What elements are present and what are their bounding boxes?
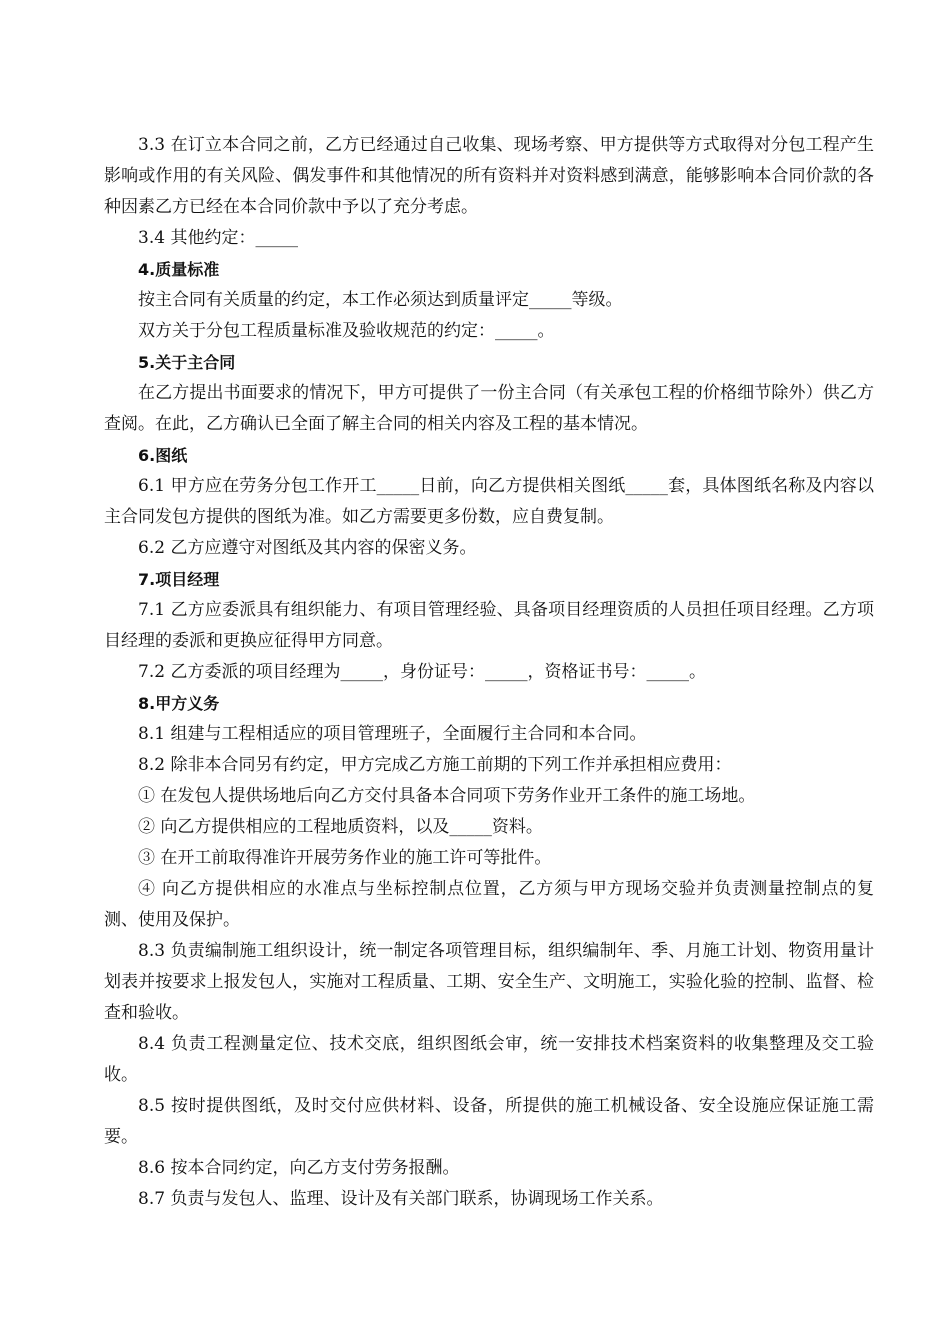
clause-8-1: 8.1 组建与工程相适应的项目管理班子，全面履行主合同和本合同。	[138, 724, 647, 744]
heading-quality: 4.质量标准	[138, 260, 220, 279]
clause-8-6: 8.6 按本合同约定，向乙方支付劳务报酬。	[138, 1158, 460, 1178]
clause-7-2: 7.2 乙方委派的项目经理为_____，身份证号：_____，资格证书号：_____。	[138, 662, 706, 682]
heading-main-contract: 5.关于主合同	[138, 353, 236, 372]
clause-3-3: 3.3 在订立本合同之前，乙方已经通过自己收集、现场考察、甲方提供等方式取得对分包工程产生影响或作用的有关风险、偶发事件和其他情况的所有资料并对资料感到满意，能够影响本合同价款的各种因素乙方已经在本合同价款中予以了充分考虑。	[104, 135, 874, 217]
clause-8-2-item-2: ② 向乙方提供相应的工程地质资料，以及_____资料。	[138, 817, 543, 837]
clause-8-2-item-1: ① 在发包人提供场地后向乙方交付具备本合同项下劳务作业开工条件的施工场地。	[138, 786, 756, 806]
document-page	[104, 130, 874, 1215]
quality-grade: 按主合同有关质量的约定，本工作必须达到质量评定_____等级。	[138, 290, 623, 310]
clause-8-5: 8.5 按时提供图纸，及时交付应供材料、设备，所提供的施工机械设备、安全设施应保证施工需要。	[104, 1096, 874, 1147]
clause-8-2-item-3: ③ 在开工前取得准许开展劳务作业的施工许可等批件。	[138, 848, 552, 868]
heading-party-a-obligations: 8.甲方义务	[138, 694, 220, 713]
clause-8-4: 8.4 负责工程测量定位、技术交底，组织图纸会审，统一安排技术档案资料的收集整理及交工验收。	[104, 1034, 874, 1085]
clause-7-1: 7.1 乙方应委派具有组织能力、有项目管理经验、具备项目经理资质的人员担任项目经理。乙方项目经理的委派和更换应征得甲方同意。	[104, 600, 874, 651]
clause-6-2: 6.2 乙方应遵守对图纸及其内容的保密义务。	[138, 538, 477, 558]
clause-3-4: 3.4 其他约定：_____	[138, 228, 298, 248]
main-contract-text: 在乙方提出书面要求的情况下，甲方可提供了一份主合同（有关承包工程的价格细节除外）供乙方查阅。在此，乙方确认已全面了解主合同的相关内容及工程的基本情况。	[104, 383, 874, 434]
clause-8-3: 8.3 负责编制施工组织设计，统一制定各项管理目标，组织编制年、季、月施工计划、物资用量计划表并按要求上报发包人，实施对工程质量、工期、安全生产、文明施工，实验化验的控制、监督、检查和验收。	[104, 941, 874, 1023]
clause-8-7: 8.7 负责与发包人、监理、设计及有关部门联系，协调现场工作关系。	[138, 1189, 664, 1209]
clause-8-2: 8.2 除非本合同另有约定，甲方完成乙方施工前期的下列工作并承担相应费用：	[138, 755, 732, 775]
heading-drawings: 6.图纸	[138, 446, 188, 465]
heading-project-manager: 7.项目经理	[138, 570, 220, 589]
clause-6-1: 6.1 甲方应在劳务分包工作开工_____日前，向乙方提供相关图纸_____套，具体图纸名称及内容以主合同发包方提供的图纸为准。如乙方需要更多份数，应自费复制。	[104, 476, 874, 527]
quality-standard: 双方关于分包工程质量标准及验收规范的约定：_____。	[138, 321, 555, 341]
clause-8-2-item-4: ④ 向乙方提供相应的水准点与坐标控制点位置，乙方须与甲方现场交验并负责测量控制点的复测、使用及保护。	[104, 879, 874, 930]
